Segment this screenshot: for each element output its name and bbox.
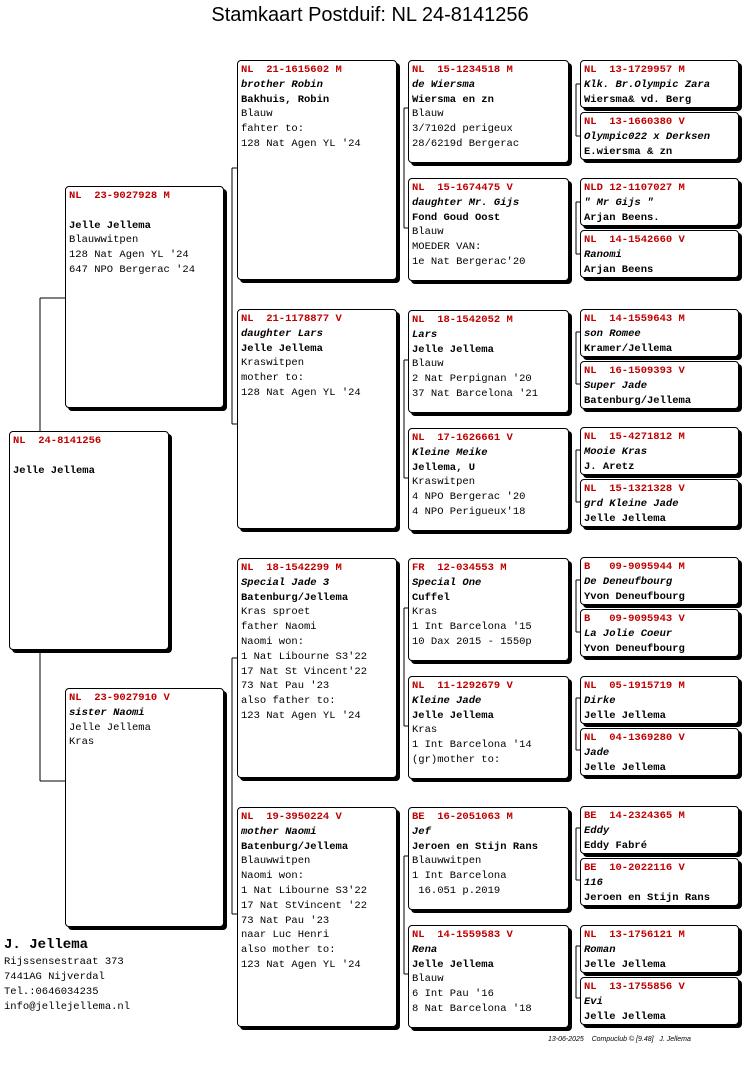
pigeon-detail-line: Kras sproet bbox=[241, 606, 311, 619]
pigeon-name: Roman bbox=[584, 943, 616, 956]
ring-number: NL 04-1369280 V bbox=[584, 732, 685, 744]
ring-number: NL 16-1509393 V bbox=[584, 365, 685, 377]
pigeon-name: Jef bbox=[412, 825, 431, 838]
pigeon-detail-line: Wiersma en zn bbox=[412, 93, 494, 106]
ring-number: BE 16-2051063 M bbox=[412, 811, 513, 823]
pigeon-detail-line: Jelle Jellema bbox=[584, 958, 666, 971]
pigeon-detail-line: 1 Int Barcelona '14 bbox=[412, 739, 532, 752]
pigeon-detail-line: Blauw bbox=[412, 108, 444, 121]
pigeon-detail-line: 6 Int Pau '16 bbox=[412, 988, 494, 1001]
ring-number: NL 21-1615602 M bbox=[241, 64, 342, 76]
owner-name: J. Jellema bbox=[4, 937, 89, 953]
pigeon-detail-line: Jelle Jellema bbox=[584, 1010, 666, 1023]
pigeon-detail-line: MOEDER VAN: bbox=[412, 241, 482, 254]
ring-number: NL 14-1542660 V bbox=[584, 234, 685, 246]
ring-number: NL 14-1559583 V bbox=[412, 929, 513, 941]
pigeon-detail-line: Jelle Jellema bbox=[69, 721, 151, 734]
pigeon-name: de Wiersma bbox=[412, 78, 476, 91]
pigeon-detail-line: fahter to: bbox=[241, 123, 305, 136]
ring-number: NL 15-4271812 M bbox=[584, 431, 685, 443]
pigeon-detail-line: 1 Nat Libourne S3'22 bbox=[241, 650, 368, 663]
pigeon-name: La Jolie Coeur bbox=[584, 627, 673, 640]
pigeon-detail-line: also father to: bbox=[241, 695, 336, 708]
pigeon-name: son Romee bbox=[584, 327, 641, 340]
pigeon-detail-line: Jelle Jellema bbox=[412, 709, 494, 722]
pigeon-detail-line: Jelle Jellema bbox=[13, 464, 95, 477]
pigeon-detail-line: Wiersma& vd. Berg bbox=[584, 93, 692, 106]
page-title: Stamkaart Postduif: NL 24-8141256 bbox=[211, 4, 529, 26]
pigeon-card-fmf[interactable] bbox=[408, 310, 569, 413]
pigeon-name: Lars bbox=[412, 328, 438, 341]
pigeon-detail-line: 1e Nat Bergerac'20 bbox=[412, 255, 526, 268]
pigeon-detail-line: Kras bbox=[69, 736, 95, 749]
ring-number: NL 18-1542299 M bbox=[241, 562, 342, 574]
pigeon-detail-line: Cuffel bbox=[412, 591, 450, 604]
pigeon-name: Special One bbox=[412, 576, 482, 589]
pigeon-detail-line: Jelle Jellema bbox=[584, 709, 666, 722]
ring-number: NL 13-1755856 V bbox=[584, 981, 685, 993]
pigeon-card-ffm[interactable] bbox=[408, 178, 569, 281]
pigeon-detail-line: Arjan Beens bbox=[584, 263, 654, 276]
pigeon-name: daughter Lars bbox=[241, 327, 323, 340]
pigeon-card-mff[interactable] bbox=[408, 558, 569, 661]
ring-number: NL 05-1915719 M bbox=[584, 680, 685, 692]
ring-number: NL 17-1626661 V bbox=[412, 432, 513, 444]
pigeon-detail-line: 17 Nat StVincent '22 bbox=[241, 899, 368, 912]
ring-number: NL 13-1660380 V bbox=[584, 116, 685, 128]
pigeon-detail-line: Yvon Deneufbourg bbox=[584, 642, 685, 655]
pigeon-detail-line: father Naomi bbox=[241, 621, 317, 634]
ring-number: NL 13-1756121 M bbox=[584, 929, 685, 941]
pigeon-detail-line: also mother to: bbox=[241, 944, 336, 957]
pigeon-name: De Deneufbourg bbox=[584, 575, 673, 588]
pigeon-detail-line: 128 Nat Agen YL '24 bbox=[241, 386, 361, 399]
owner-phone: Tel.:0646034235 bbox=[4, 986, 99, 998]
pigeon-detail-line: Kras bbox=[412, 724, 438, 737]
pigeon-detail-line: Jeroen en Stijn Rans bbox=[412, 840, 539, 853]
pigeon-card-father-dam[interactable] bbox=[237, 309, 397, 529]
pigeon-detail-line: 8 Nat Barcelona '18 bbox=[412, 1002, 532, 1015]
pigeon-detail-line: 28/6219d Bergerac bbox=[412, 137, 520, 150]
ring-number: NL 13-1729957 M bbox=[584, 64, 685, 76]
pigeon-card-fff[interactable] bbox=[408, 60, 569, 163]
pigeon-detail-line: 2 Nat Perpignan '20 bbox=[412, 373, 532, 386]
pigeon-card-g7[interactable] bbox=[580, 427, 739, 475]
pigeon-name: daughter Mr. Gijs bbox=[412, 196, 520, 209]
pigeon-name: Super Jade bbox=[584, 379, 648, 392]
pigeon-detail-line: Kraswitpen bbox=[412, 476, 476, 489]
pigeon-detail-line: Kramer/Jellema bbox=[584, 342, 673, 355]
pigeon-detail-line: J. Aretz bbox=[584, 460, 635, 473]
pigeon-card-mmf[interactable] bbox=[408, 807, 569, 910]
pigeon-card-mother-sire[interactable] bbox=[237, 558, 397, 778]
pigeon-card-g5[interactable] bbox=[580, 309, 739, 357]
owner-info bbox=[4, 935, 130, 1015]
pigeon-detail-line: Naomi won: bbox=[241, 635, 305, 648]
pigeon-name: Klk. Br.Olympic Zara bbox=[584, 78, 711, 91]
pigeon-name: Special Jade 3 bbox=[241, 576, 330, 589]
pigeon-name: brother Robin bbox=[241, 78, 323, 91]
ring-number: NLD 12-1107027 M bbox=[584, 182, 685, 194]
pigeon-detail-line: Jelle Jellema bbox=[241, 342, 323, 355]
ring-number: BE 14-2324365 M bbox=[584, 810, 685, 822]
pigeon-card-g9[interactable] bbox=[580, 557, 739, 605]
pigeon-detail-line: 1 Int Barcelona '15 bbox=[412, 621, 532, 634]
pigeon-name: mother Naomi bbox=[241, 825, 317, 838]
pigeon-detail-line: Bakhuis, Robin bbox=[241, 93, 330, 106]
pigeon-detail-line: mother to: bbox=[241, 372, 305, 385]
pigeon-card-g13[interactable] bbox=[580, 806, 739, 854]
pigeon-card-g2[interactable] bbox=[580, 112, 739, 160]
footer-credit: 13-06-2025 Compuclub © [9.48] J. Jellema bbox=[548, 1036, 691, 1043]
pigeon-card-mother[interactable] bbox=[65, 688, 224, 927]
ring-number: NL 24-8141256 bbox=[13, 435, 102, 447]
pigeon-card-root[interactable] bbox=[9, 431, 169, 650]
pigeon-name: Dirke bbox=[584, 694, 616, 707]
owner-city: 7441AG Nijverdal bbox=[4, 971, 105, 983]
pigeon-detail-line: Jelle Jellema bbox=[412, 343, 494, 356]
pigeon-detail-line: Blauw bbox=[412, 226, 444, 239]
pigeon-detail-line: 37 Nat Barcelona '21 bbox=[412, 387, 539, 400]
ring-number: B 09-9095943 V bbox=[584, 613, 685, 625]
pigeon-detail-line: 73 Nat Pau '23 bbox=[241, 680, 330, 693]
pigeon-card-g10[interactable] bbox=[580, 609, 739, 657]
pigeon-detail-line: 128 Nat Agen YL '24 bbox=[69, 249, 189, 262]
pigeon-detail-line: 3/7102d perigeux bbox=[412, 123, 513, 136]
pigeon-detail-line: 123 Nat Agen YL '24 bbox=[241, 958, 361, 971]
pigeon-name: Evi bbox=[584, 995, 603, 1008]
pigeon-name bbox=[69, 204, 220, 219]
pigeon-detail-line: Batenburg/Jellema bbox=[241, 591, 349, 604]
pigeon-card-fmm[interactable] bbox=[408, 428, 569, 531]
pigeon-detail-line: Jellema, U bbox=[412, 461, 476, 474]
pigeon-detail-line: Jelle Jellema bbox=[584, 512, 666, 525]
pigeon-detail-line: 4 NPO Bergerac '20 bbox=[412, 491, 526, 504]
pigeon-detail-line: 73 Nat Pau '23 bbox=[241, 914, 330, 927]
pigeon-detail-line: Jeroen en Stijn Rans bbox=[584, 891, 711, 904]
ring-number: NL 15-1674475 V bbox=[412, 182, 513, 194]
ring-number: NL 15-1234518 M bbox=[412, 64, 513, 76]
ring-number: NL 19-3950224 V bbox=[241, 811, 342, 823]
pigeon-name: " Mr Gijs " bbox=[584, 196, 654, 209]
pigeon-name: Kleine Meike bbox=[412, 446, 488, 459]
ring-number: NL 23-9027928 M bbox=[69, 190, 170, 202]
pigeon-detail-line: Eddy Fabré bbox=[584, 839, 648, 852]
pigeon-detail-line: 1 Nat Libourne S3'22 bbox=[241, 884, 368, 897]
pigeon-name bbox=[13, 449, 165, 464]
pigeon-detail-line: Batenburg/Jellema bbox=[584, 394, 692, 407]
pigeon-detail-line: Arjan Beens. bbox=[584, 211, 660, 224]
pigeon-detail-line: 4 NPO Perigueux'18 bbox=[412, 505, 526, 518]
pigeon-card-g4[interactable] bbox=[580, 230, 739, 278]
ring-number: FR 12-034553 M bbox=[412, 562, 507, 574]
pigeon-detail-line: Blauwwitpen bbox=[241, 855, 311, 868]
pigeon-name: sister Naomi bbox=[69, 706, 145, 719]
pigeon-detail-line: Kras bbox=[412, 606, 438, 619]
pigeon-detail-line: 128 Nat Agen YL '24 bbox=[241, 137, 361, 150]
pigeon-card-g6[interactable] bbox=[580, 361, 739, 409]
pigeon-detail-line: Yvon Deneufbourg bbox=[584, 590, 685, 603]
pigeon-detail-line: Jelle Jellema bbox=[69, 219, 151, 232]
ring-number: NL 11-1292679 V bbox=[412, 680, 513, 692]
pigeon-name: grd Kleine Jade bbox=[584, 497, 679, 510]
pigeon-detail-line: Batenburg/Jellema bbox=[241, 840, 349, 853]
pigeon-detail-line: Jelle Jellema bbox=[584, 761, 666, 774]
pigeon-detail-line: (gr)mother to: bbox=[412, 753, 501, 766]
ring-number: NL 21-1178877 V bbox=[241, 313, 342, 325]
ring-number: NL 14-1559643 M bbox=[584, 313, 685, 325]
pigeon-detail-line: Kraswitpen bbox=[241, 357, 305, 370]
pigeon-detail-line: Jelle Jellema bbox=[412, 958, 494, 971]
pigeon-card-g14[interactable] bbox=[580, 858, 739, 906]
pigeon-card-mother-dam[interactable] bbox=[237, 807, 397, 1027]
pigeon-detail-line: naar Luc Henri bbox=[241, 929, 330, 942]
pigeon-name: Eddy bbox=[584, 824, 610, 837]
ring-number: NL 15-1321328 V bbox=[584, 483, 685, 495]
pigeon-detail-line: Blauw bbox=[412, 973, 444, 986]
pigeon-detail-line: 123 Nat Agen YL '24 bbox=[241, 709, 361, 722]
pigeon-card-g16[interactable] bbox=[580, 977, 739, 1025]
pigeon-card-g8[interactable] bbox=[580, 479, 739, 527]
pigeon-name: Ranomi bbox=[584, 248, 622, 261]
pigeon-detail-line: 17 Nat St Vincent'22 bbox=[241, 665, 368, 678]
owner-street: Rijssensestraat 373 bbox=[4, 956, 124, 968]
pigeon-detail-line: Naomi won: bbox=[241, 870, 305, 883]
pigeon-detail-line: Fond Goud Oost bbox=[412, 211, 501, 224]
ring-number: NL 23-9027910 V bbox=[69, 692, 170, 704]
pigeon-detail-line: 10 Dax 2015 - 1550p bbox=[412, 635, 532, 648]
pigeon-card-father[interactable] bbox=[65, 186, 224, 408]
pigeon-name: Kleine Jade bbox=[412, 694, 482, 707]
ring-number: B 09-9095944 M bbox=[584, 561, 685, 573]
pigeon-detail-line: 1 Int Barcelona bbox=[412, 870, 507, 883]
pigeon-name: Olympic022 x Derksen bbox=[584, 130, 711, 143]
pigeon-name: Jade bbox=[584, 746, 610, 759]
pigeon-detail-line: Blauwwitpen bbox=[69, 234, 139, 247]
pigeon-detail-line: E.wiersma & zn bbox=[584, 145, 673, 158]
pigeon-detail-line: Blauwwitpen bbox=[412, 855, 482, 868]
pigeon-card-g3[interactable] bbox=[580, 178, 739, 226]
pigeon-detail-line: 647 NPO Bergerac '24 bbox=[69, 263, 196, 276]
owner-email: info@jellejellema.nl bbox=[4, 1001, 131, 1013]
pigeon-name: Rena bbox=[412, 943, 438, 956]
pigeon-card-g1[interactable] bbox=[580, 60, 739, 108]
pigeon-card-g15[interactable] bbox=[580, 925, 739, 973]
pigeon-card-mfm[interactable] bbox=[408, 676, 569, 779]
ring-number: BE 10-2022116 V bbox=[584, 862, 685, 874]
pigeon-card-g11[interactable] bbox=[580, 676, 739, 724]
pigeon-card-g12[interactable] bbox=[580, 728, 739, 776]
pigeon-name: Mooie Kras bbox=[584, 445, 648, 458]
pigeon-detail-line: Blauw bbox=[241, 108, 273, 121]
pigeon-card-mmm[interactable] bbox=[408, 925, 569, 1028]
ring-number: NL 18-1542052 M bbox=[412, 314, 513, 326]
pigeon-detail-line: 16.051 p.2019 bbox=[412, 884, 501, 897]
pigeon-detail-line: Blauw bbox=[412, 358, 444, 371]
pigeon-name: 116 bbox=[584, 876, 603, 889]
pigeon-card-father-sire[interactable] bbox=[237, 60, 397, 280]
